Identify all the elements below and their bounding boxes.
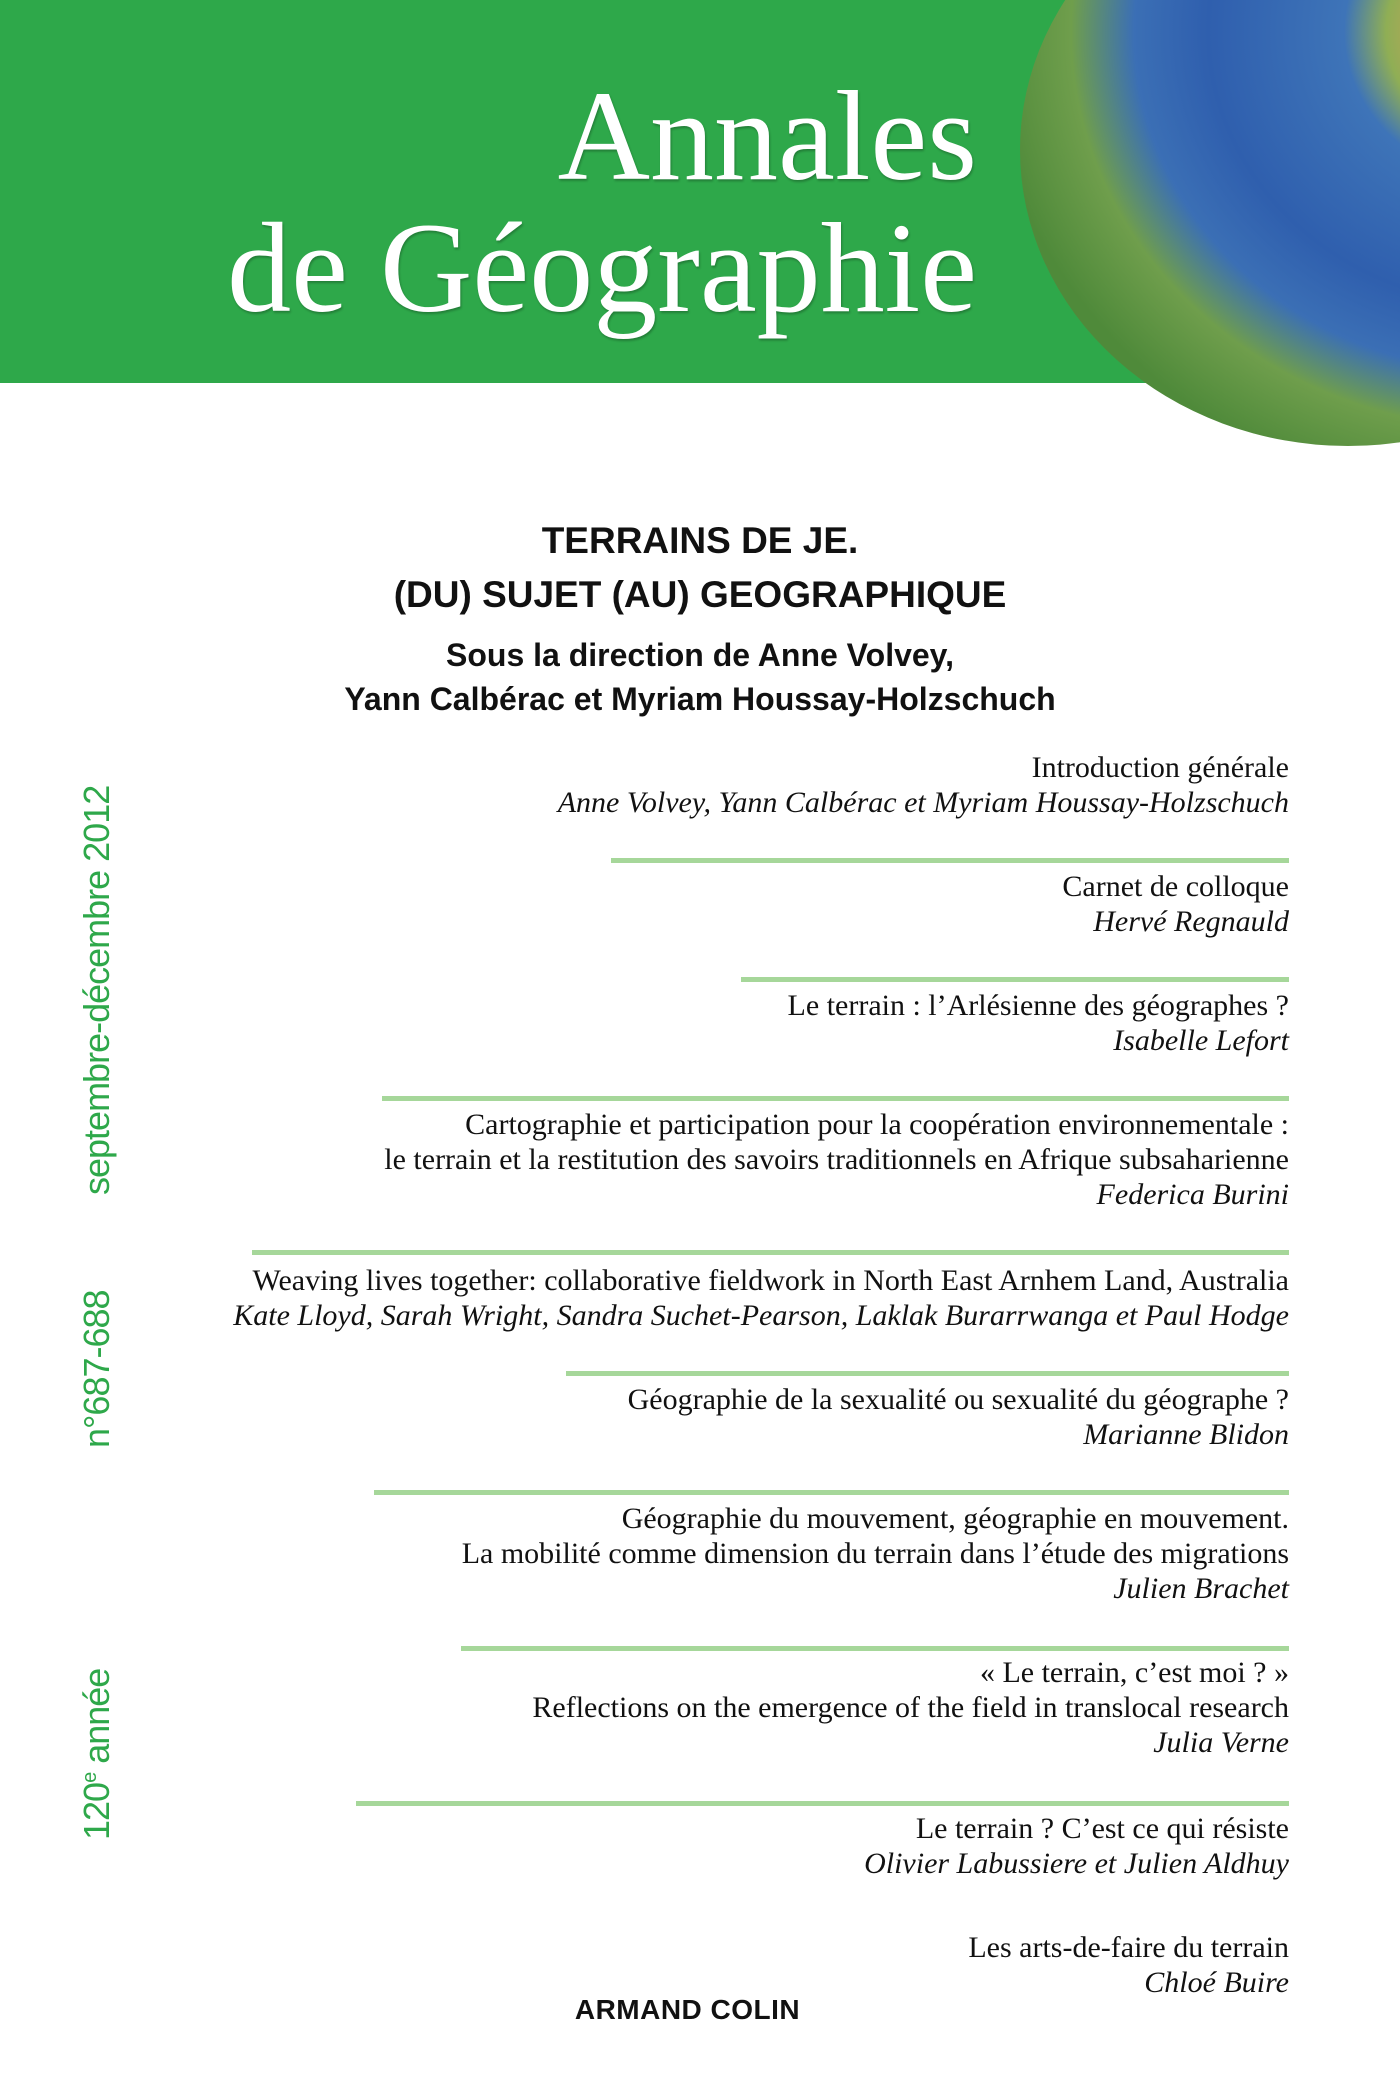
- toc-entry: [628, 1382, 1289, 1452]
- toc-entry: [1062, 869, 1289, 939]
- toc-entry-authors: Hervé Regnauld: [1093, 905, 1289, 938]
- toc-entry: [864, 1811, 1289, 1881]
- toc-entry: [233, 1263, 1289, 1333]
- toc-entry-title: Les arts-de-faire du terrain: [968, 1931, 1289, 1964]
- issue-period: septembre-décembre 2012: [76, 785, 117, 1195]
- issue-year: [76, 1669, 118, 1840]
- toc-separator: [252, 1250, 1289, 1255]
- toc-entry-title: Géographie du mouvement, géographie en mouvement.: [621, 1502, 1289, 1535]
- toc-entry: [384, 1107, 1289, 1212]
- toc-entry-authors: Marianne Blidon: [1083, 1418, 1289, 1451]
- toc-entry-authors: Julia Verne: [1153, 1726, 1289, 1759]
- toc-entry-title: Carnet de colloque: [1062, 870, 1289, 903]
- globe-image: [1018, 0, 1400, 450]
- toc-entry: [558, 750, 1289, 820]
- toc-separator: [374, 1490, 1289, 1495]
- toc-entry: [532, 1655, 1289, 1760]
- toc-entry-title: Le terrain ? C’est ce qui résiste: [915, 1812, 1289, 1845]
- toc-entry-title: Reflections on the emergence of the field in translocal research: [532, 1691, 1289, 1724]
- toc-separator: [611, 858, 1289, 863]
- toc-entry: [462, 1501, 1289, 1606]
- toc-separator: [566, 1371, 1289, 1376]
- toc-entry-title: « Le terrain, c’est moi ? »: [979, 1656, 1289, 1689]
- journal-title-line1: Annales: [557, 65, 977, 207]
- issue-number: n°687-688: [76, 1290, 117, 1448]
- toc-entry: [968, 1930, 1289, 2000]
- theme-editors-line2: Yann Calbérac et Myriam Houssay-Holzschuch: [344, 681, 1056, 717]
- theme-title-line2: (DU) SUJET (AU) GEOGRAPHIQUE: [393, 574, 1007, 615]
- toc-entry-title: La mobilité comme dimension du terrain dans l’étude des migrations: [461, 1537, 1289, 1570]
- issue-year-label: année: [76, 1668, 117, 1773]
- toc-entry-authors: Julien Brachet: [1113, 1572, 1289, 1605]
- toc-entry-authors: Federica Burini: [1096, 1178, 1289, 1211]
- toc-entry-authors: Isabelle Lefort: [1113, 1024, 1289, 1057]
- toc-entry-title: Le terrain : l’Arlésienne des géographes ?: [787, 989, 1289, 1022]
- toc-entry-authors: Olivier Labussiere et Julien Aldhuy: [864, 1847, 1289, 1880]
- toc-separator: [741, 977, 1289, 982]
- issue-year-superscript: e: [79, 1772, 101, 1783]
- theme-editors-line1: Sous la direction de Anne Volvey,: [446, 637, 954, 673]
- toc-entry-title: Géographie de la sexualité ou sexualité du géographe ?: [627, 1383, 1289, 1416]
- journal-title-line2: de Géographie: [227, 197, 977, 339]
- toc-entry-title: Introduction générale: [1031, 751, 1289, 784]
- toc-separator: [356, 1801, 1289, 1806]
- toc-entry-title: le terrain et la restitution des savoirs traditionnels en Afrique subsaharienne: [384, 1143, 1289, 1176]
- issue-year-number: 120: [76, 1782, 117, 1840]
- toc-separator: [382, 1096, 1289, 1101]
- toc-separator: [461, 1646, 1289, 1651]
- toc-entry-authors: Chloé Buire: [1144, 1966, 1289, 1999]
- toc-entry: [788, 988, 1289, 1058]
- toc-entry-title: Weaving lives together: collaborative fieldwork in North East Arnhem Land, Australia: [252, 1264, 1289, 1297]
- toc-entry-authors: Kate Lloyd, Sarah Wright, Sandra Suchet-Pearson, Laklak Burarrwanga et Paul Hodge: [233, 1299, 1289, 1332]
- toc-entry-title: Cartographie et participation pour la coopération environnementale :: [465, 1108, 1289, 1141]
- theme-title-line1: TERRAINS DE JE.: [541, 520, 859, 561]
- toc-entry-authors: Anne Volvey, Yann Calbérac et Myriam Houssay-Holzschuch: [557, 786, 1289, 819]
- publisher-logo: ARMAND COLIN: [574, 1994, 801, 2025]
